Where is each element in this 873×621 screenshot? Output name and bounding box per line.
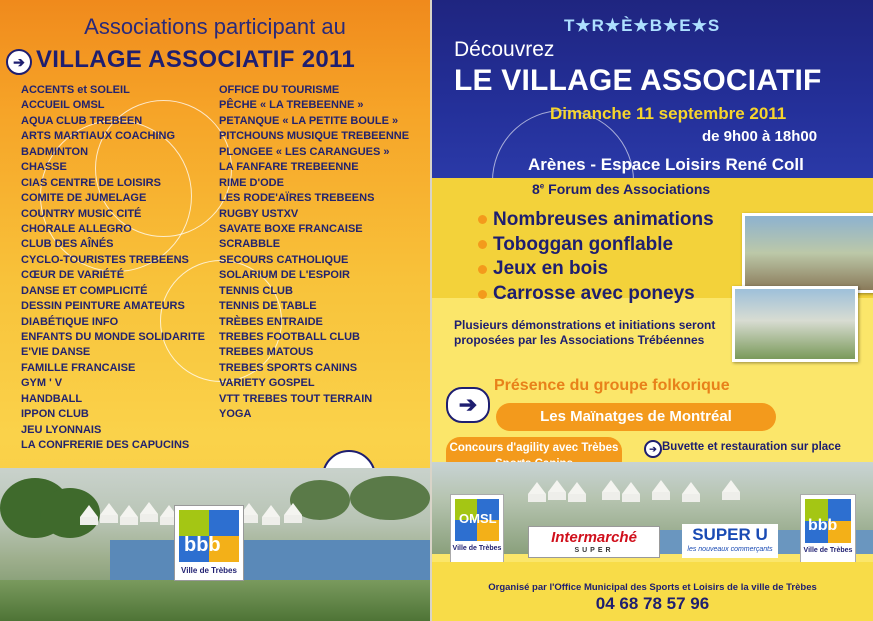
list-item xyxy=(21,83,205,98)
town-logo: bbb Ville de Trèbes xyxy=(800,494,856,564)
list-item-label: CLUB DES AÎNÉS xyxy=(21,238,114,251)
list-item xyxy=(478,257,714,282)
list-item xyxy=(21,284,205,299)
list-item-label: FAMILLE FRANCAISE xyxy=(21,361,136,374)
list-item-label: TRÈBES ENTRAIDE xyxy=(219,315,323,328)
list-item-label: DESSIN PEINTURE AMATEURS xyxy=(21,300,185,313)
list-item xyxy=(21,114,205,129)
list-item xyxy=(21,207,205,222)
list-item-label: RIME D'ODE xyxy=(219,176,284,189)
arrow-right-icon: ➔ xyxy=(446,387,490,423)
list-item-label: TENNIS DE TABLE xyxy=(219,300,317,313)
list-item-label: TENNIS CLUB xyxy=(219,284,293,297)
intermarche-logo: Intermarché SUPER xyxy=(528,526,660,558)
arrow-right-icon: ➔ xyxy=(644,440,662,458)
list-item xyxy=(21,376,205,391)
event-hours: de 9h00 à 18h00 xyxy=(702,128,818,145)
list-item xyxy=(219,315,409,330)
list-item xyxy=(21,345,205,360)
list-item xyxy=(219,114,409,129)
list-item-label: AQUA CLUB TREBEEN xyxy=(21,114,143,127)
list-item xyxy=(219,207,409,222)
list-item xyxy=(21,222,205,237)
list-item-label: TREBES FOOTBALL CLUB xyxy=(219,331,360,343)
list-item xyxy=(219,129,409,144)
intro-text: Découvrez xyxy=(454,38,555,61)
list-item-label: SCRABBLE xyxy=(219,238,281,251)
list-item xyxy=(219,145,409,160)
list-item-label: CIAS CENTRE DE LOISIRS xyxy=(21,176,161,189)
town-name: T★R★È★B★E★S xyxy=(564,16,721,35)
event-place: Arènes - Espace Loisirs René Coll xyxy=(528,155,804,174)
associations-list-2 xyxy=(219,83,409,423)
list-item xyxy=(21,253,205,268)
event-photo xyxy=(742,213,873,293)
list-item-label: SOLARIUM DE L'ESPOIR xyxy=(219,269,350,282)
list-item-label: PÊCHE « LA TREBEENNE » xyxy=(219,99,364,112)
organizer-text: Organisé par l'Office Municipal des Sports et Loisirs de la ville de Trèbes xyxy=(488,582,817,593)
list-item-label: SAVATE BOXE FRANCAISE xyxy=(219,222,363,235)
page-subtitle: VILLAGE ASSOCIATIF 2011 xyxy=(36,46,355,73)
list-item xyxy=(219,299,409,314)
list-item-label: HANDBALL xyxy=(21,392,83,405)
list-item xyxy=(21,98,205,113)
list-item xyxy=(219,253,409,268)
event-date: Dimanche 11 septembre 2011 xyxy=(550,104,787,123)
list-item xyxy=(478,208,714,233)
list-item xyxy=(219,83,409,98)
list-item-label: VARIETY GOSPEL xyxy=(219,377,315,390)
catering-text: Buvette et restauration sur place xyxy=(662,441,841,453)
list-item xyxy=(219,284,409,299)
list-item-label: CYCLO-TOURISTES TREBEENS xyxy=(21,253,189,266)
list-item-label: CHORALE ALLEGRO xyxy=(21,222,132,235)
list-item-label: DANSE ET COMPLICITÉ xyxy=(21,284,148,297)
folk-group-intro: Présence du groupe folkorique xyxy=(494,377,730,394)
list-item-label: OFFICE DU TOURISME xyxy=(219,84,340,96)
list-item xyxy=(21,361,205,376)
list-item-label: Nombreuses animations xyxy=(493,209,714,230)
list-item-label: PITCHOUNS MUSIQUE TREBEENNE xyxy=(219,130,410,143)
list-item xyxy=(21,407,205,422)
list-item-label: PLONGEE « LES CARANGUES » xyxy=(219,145,390,158)
list-item xyxy=(21,315,205,330)
list-item xyxy=(219,160,409,175)
list-item-label: VTT TREBES TOUT TERRAIN xyxy=(219,392,373,405)
list-item-label: LA CONFRERIE DES CAPUCINS xyxy=(21,439,190,452)
list-item-label: Carrosse avec poneys xyxy=(493,283,695,305)
list-item xyxy=(21,176,205,191)
event-title: LE VILLAGE ASSOCIATIF xyxy=(454,64,822,97)
list-item xyxy=(219,176,409,191)
list-item xyxy=(219,345,409,360)
list-item xyxy=(21,299,205,314)
list-item xyxy=(478,282,714,307)
page-title: Associations participant au xyxy=(84,14,346,39)
associations-list-1 xyxy=(21,83,205,454)
list-item-label: DIABÉTIQUE INFO xyxy=(21,315,119,328)
list-item-label: GYM ' V xyxy=(21,377,63,390)
bullet-dot-icon xyxy=(478,290,487,299)
right-flyer xyxy=(432,0,873,621)
activities-list xyxy=(478,208,714,307)
list-item-label: SECOURS CATHOLIQUE xyxy=(219,253,349,266)
list-item xyxy=(219,330,409,345)
omsl-logo: OMSL Ville de Trèbes xyxy=(450,494,504,564)
agility-badge: Concours d'agility avec Trèbes xyxy=(446,437,622,475)
list-item xyxy=(21,129,205,144)
list-item-label: E'VIE DANSE xyxy=(21,346,91,359)
town-logo: bbb Ville de Trèbes xyxy=(174,505,244,581)
list-item-label: TREBES MATOUS xyxy=(219,346,314,359)
bullet-dot-icon xyxy=(478,215,487,224)
list-item-label: PETANQUE « LA PETITE BOULE » xyxy=(219,114,399,127)
list-item xyxy=(21,237,205,252)
folk-group-name: Les Maïnatges de Montréal xyxy=(496,403,776,431)
list-item xyxy=(219,268,409,283)
list-item xyxy=(219,361,409,376)
list-item-label: YOGA xyxy=(219,408,252,421)
bullet-dot-icon xyxy=(478,265,487,274)
list-item xyxy=(21,438,205,453)
list-item-label: ACCUEIL OMSL xyxy=(21,99,105,112)
forum-line: 8e Forum des Associations xyxy=(532,181,711,197)
list-item-label: LES RODE'AÏRES TREBEENS xyxy=(219,192,375,205)
list-item-label: BADMINTON xyxy=(21,145,89,158)
bullet-dot-icon xyxy=(478,240,487,249)
superu-logo: SUPER U les nouveaux commerçants xyxy=(682,524,778,558)
list-item-label: TREBES SPORTS CANINS xyxy=(219,361,358,374)
list-item-label: Toboggan gonflable xyxy=(493,233,674,255)
list-item-label: ARTS MARTIAUX COACHING xyxy=(21,130,175,143)
list-item xyxy=(219,392,409,407)
list-item-label: RUGBY USTXV xyxy=(219,207,299,220)
list-item xyxy=(21,423,205,438)
list-item xyxy=(21,392,205,407)
list-item xyxy=(478,233,714,258)
list-item xyxy=(219,407,409,422)
list-item-label: CŒUR DE VARIÉTÉ xyxy=(21,269,125,282)
phone-number: 04 68 78 57 96 xyxy=(595,594,710,613)
list-item xyxy=(219,191,409,206)
left-flyer xyxy=(0,0,430,621)
list-item-label: COUNTRY MUSIC CITÉ xyxy=(21,207,142,220)
list-item xyxy=(219,98,409,113)
list-item xyxy=(21,145,205,160)
lake xyxy=(110,540,430,580)
list-item-label: Jeux en bois xyxy=(493,258,609,280)
list-item-label: CHASSE xyxy=(21,161,67,174)
list-item-label: COMITE DE JUMELAGE xyxy=(21,192,147,205)
list-item-label: LA FANFARE TREBEENNE xyxy=(219,161,359,174)
demonstrations-text: Plusieurs démonstrations et initiations seront proposées par les Associations Trébéennes xyxy=(454,318,716,347)
list-item-label: ENFANTS DU MONDE SOLIDARITE xyxy=(21,331,205,343)
list-item xyxy=(219,237,409,252)
list-item xyxy=(21,330,205,345)
list-item xyxy=(21,160,205,175)
list-item-label: ACCENTS et SOLEIL xyxy=(21,84,130,96)
list-item-label: IPPON CLUB xyxy=(21,408,89,421)
list-item-label: JEU LYONNAIS xyxy=(21,423,102,436)
list-item xyxy=(21,268,205,283)
list-item xyxy=(219,376,409,391)
list-item xyxy=(219,222,409,237)
list-item xyxy=(21,191,205,206)
arrow-right-icon: ➔ xyxy=(6,49,32,75)
